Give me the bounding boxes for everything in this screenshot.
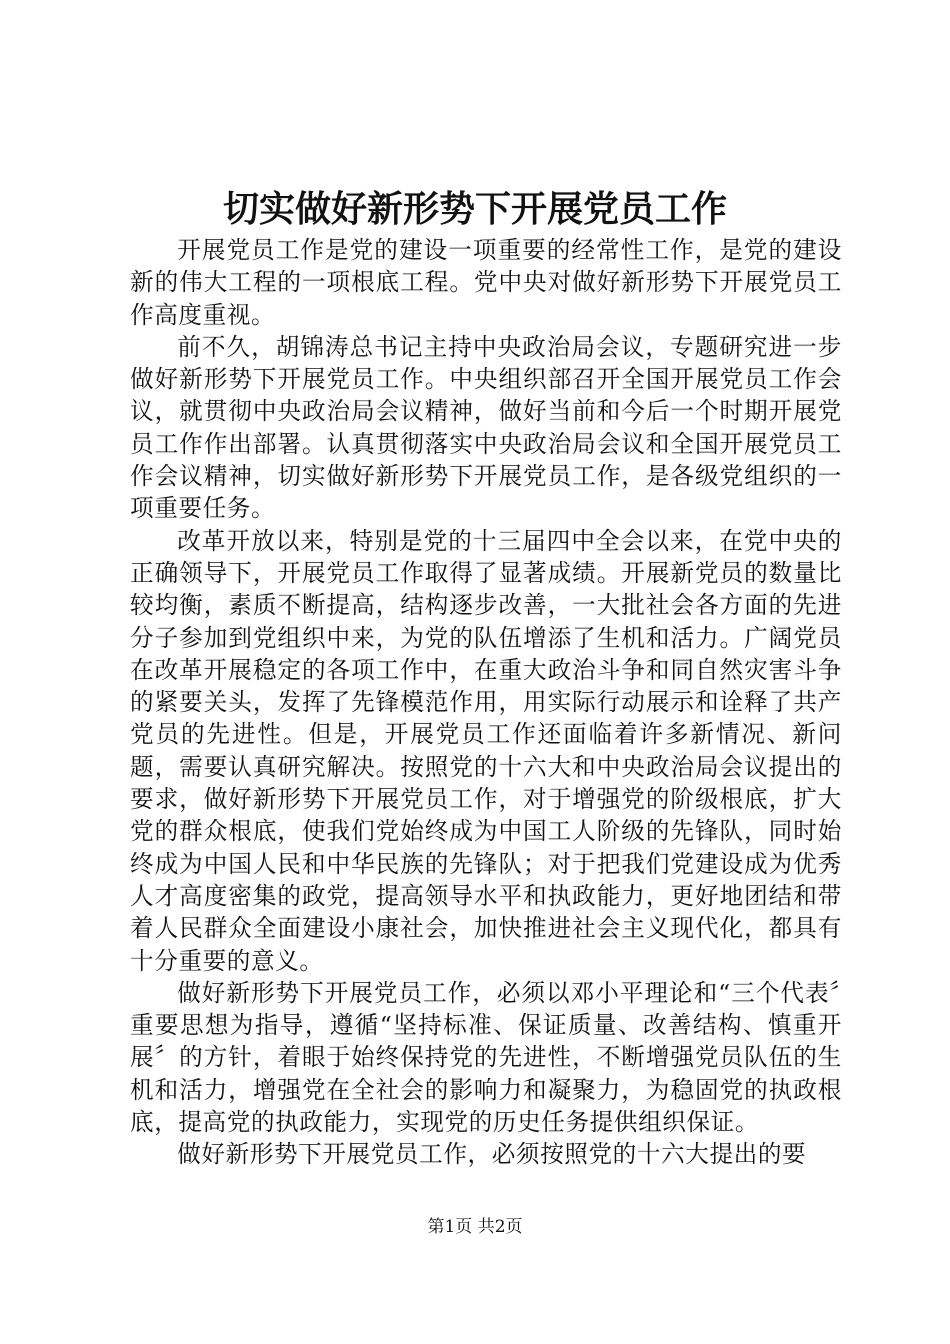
paragraph: 开展党员工作是党的建设一项重要的经常性工作，是党的建设新的伟大工程的一项根底工程。党中央对做好新形势下开展党员工作高度重视。 <box>130 236 842 329</box>
page-footer: 第1页 共2页 <box>427 1217 523 1237</box>
paragraph: 做好新形势下开展党员工作，必须按照党的十六大提出的要 <box>177 1140 807 1169</box>
document-title: 切实做好新形势下开展党员工作 <box>222 188 727 230</box>
paragraph: 前不久，胡锦涛总书记主持中央政治局会议，专题研究进一步做好新形势下开展党员工作。中央组织部召开全国开展党员工作会议，就贯彻中央政治局会议精神，做好当前和今后一个时期开展党员工作作出部署。认真贯彻落实中央政治局会议和全国开展党员工作会议精神，切实做好新形势下开展党员工作，是各级党组织的一项重要任务。 <box>130 332 842 523</box>
paragraph: 改革开放以来，特别是党的十三届四中全会以来，在党中央的正确领导下，开展党员工作取得了显著成绩。开展新党员的数量比较均衡，素质不断提高，结构逐步改善，一大批社会各方面的先进分子参加到党组织中来，为党的队伍增添了生机和活力。广阔党员在改革开展稳定的各项工作中，在重大政治斗争和同自然灾害斗争的紧要关头，发挥了先锋模范作用，用实际行动展示和诠释了共产党员的先进性。但是，开展党员工作还面临着许多新情况、新问题，需要认真研究解决。按照党的十六大和中央政治局会议提出的要求，做好新形势下开展党员工作，对于增强党的阶级根底，扩大党的群众根底，使我们党始终成为中国工人阶级的先锋队，同时始终成为中国人民和中华民族的先锋队；对于把我们党建设成为优秀人才高度密集的政党，提高领导水平和执政能力，更好地团结和带着人民群众全面建设小康社会，加快推进社会主义现代化，都具有十分重要的意义。 <box>130 526 842 975</box>
paragraph: 做好新形势下开展党员工作，必须以邓小平理论和“三个代表〞重要思想为指导，遵循“坚持标准、保证质量、改善结构、慎重开展〞的方针，着眼于始终保持党的先进性，不断增强党员队伍的生机和活力，增强党在全社会的影响力和凝聚力，为稳固党的执政根底，提高党的执政能力，实现党的历史任务提供组织保证。 <box>130 978 842 1137</box>
document-body <box>130 234 842 1171</box>
